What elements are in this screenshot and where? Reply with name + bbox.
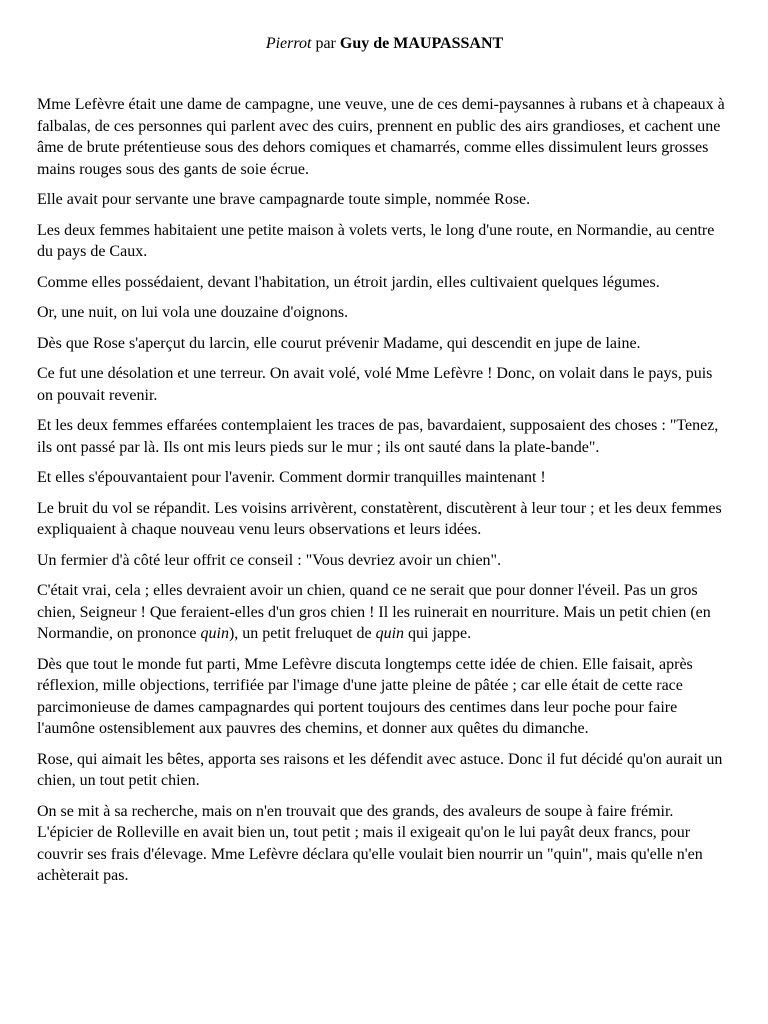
paragraph-1: Mme Lefèvre était une dame de campagne, une veuve, une de ces demi-paysannes à rubans et à chapeaux à falbalas, de ces personnes qui parlent avec des cuirs, prennent en public des airs grandioses, et cachent une âme de brute prétentieuse sous des dehors comiques et chamarrés, comme elles dissimulent leurs grosses mains rouges sous des gants de soie écrue.	[37, 96, 725, 178]
paragraph-12-part-2: ), un petit freluquet de	[228, 625, 376, 642]
paragraph-5: Or, une nuit, on lui vola une douzaine d'oignons.	[37, 304, 349, 321]
paragraph-13: Dès que tout le monde fut parti, Mme Lefèvre discuta longtemps cette idée de chien. Elle faisait, après réflexion, mille objections, terrifiée par l'image d'une jatte pleine de pâtée ; car elle était de cette race parcimonieuse de dames campagnardes qui portent toujours des centimes dans leur poche pour faire l'aumône ostensiblement aux pauvres des chemins, et donner aux quêtes du dimanche.	[37, 655, 693, 737]
paragraph-12-part-1: C'était vrai, cela ; elles devraient avoir un chien, quand ce ne serait que pour donner l'éveil. Pas un gros chien, Seigneur ! Que feraient-elles d'un gros chien ! Il les ruinerait en nourriture. Mais un petit chien (en Normandie, on prononce	[37, 582, 711, 642]
paragraph-4: Comme elles possédaient, devant l'habitation, un étroit jardin, elles cultivaient quelques légumes.	[37, 273, 660, 291]
paragraph-10: Le bruit du vol se répandit. Les voisins arrivèrent, constatèrent, discutèrent à leur tour ; et les deux femmes expliquaient à chaque nouveau venu leurs observations et leurs idées.	[37, 499, 722, 538]
paragraph-9: Et elles s'épouvantaient pour l'avenir. Comment dormir tranquilles maintenant !	[37, 469, 546, 486]
paragraph-6: Dès que Rose s'aperçut du larcin, elle courut prévenir Madame, qui descendit en jupe de laine.	[37, 334, 641, 352]
paragraph-2: Elle avait pour servante une brave campagnarde toute simple, nommée Rose.	[37, 191, 531, 208]
title-author: Guy de MAUPASSANT	[339, 35, 504, 52]
paragraph-12-italic-1: quin	[200, 625, 229, 642]
paragraph-14: Rose, qui aimait les bêtes, apporta ses raisons et les défendit avec astuce. Donc il fut décidé qu'on aurait un chien, un tout petit chien.	[37, 750, 723, 789]
paragraph-3: Les deux femmes habitaient une petite maison à volets verts, le long d'une route, en Normandie, au centre du pays de Caux.	[37, 221, 715, 260]
paragraph-12-italic-2: quin	[375, 625, 405, 642]
paragraph-7: Ce fut une désolation et une terreur. On avait volé, volé Mme Lefèvre ! Donc, on volait dans le pays, puis on pouvait revenir.	[37, 365, 713, 404]
paragraph-15: On se mit à sa recherche, mais on n'en trouvait que des grands, des avaleurs de soupe à faire frémir. L'épicier de Rolleville en avait bien un, tout petit ; mais il exigeait qu'on le lui payât deux francs, pour couvrir ses frais d'élevage. Mme Lefèvre déclara qu'elle voulait bien nourrir un "quin", mais qu'elle n'en achèterait pas.	[37, 802, 703, 884]
paragraph-11: Un fermier d'à côté leur offrit ce conseil : "Vous devriez avoir un chien".	[37, 551, 502, 569]
title-by: par	[311, 35, 340, 52]
page-title	[37, 34, 732, 54]
title-work: Pierrot	[265, 35, 312, 52]
paragraph-12	[37, 580, 732, 645]
paragraph-12-part-3: qui jappe.	[404, 625, 472, 642]
paragraph-8: Et les deux femmes effarées contemplaient les traces de pas, bavardaient, supposaient des choses : "Tenez, ils ont passé par là. Ils ont mis leurs pieds sur le mur ; ils ont sauté dans la plate-bande".	[37, 417, 719, 456]
